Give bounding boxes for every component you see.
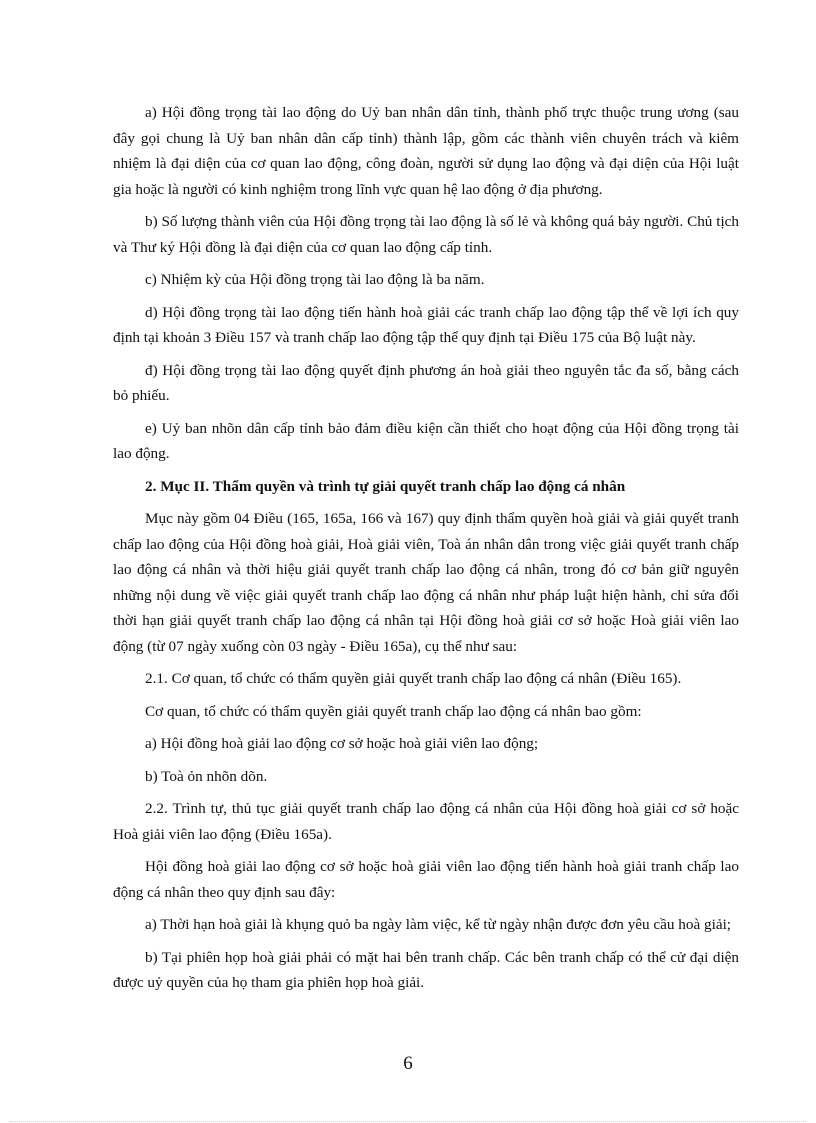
section-heading: 2. Mục II. Thẩm quyền và trình tự giải quyết tranh chấp lao động cá nhân xyxy=(145,477,626,495)
paragraph-section-intro: Mục này gồm 04 Điều (165, 165a, 166 và 167) quy định thẩm quyền hoà giải và giải quyết tranh chấp lao động của Hội đồng hoà giải, Hoà giải viên, Toà án nhân dân trong việc giải quyết tranh chấp lao động cá nhân và thời hiệu giải quyết tranh chấp lao động cá nhân, trong đó cơ bản giữ nguyên những nội dung về việc giải quyết tranh chấp lao động cá nhân như pháp luật hiện hành, chỉ sửa đổi thời hạn giải quyết tranh chấp lao động cá nhân tại Hội đồng hoà giải cơ sở hoặc Hoà giải viên lao động (từ 07 ngày xuống còn 03 ngày - Điều 165a), cụ thể như sau: xyxy=(113,510,739,655)
paragraph-authority-a: a) Hội đồng hoà giải lao động cơ sở hoặc hoà giải viên lao động; xyxy=(145,735,539,752)
paragraph-c-term: c) Nhiệm kỳ của Hội đồng trọng tài lao động là ba năm. xyxy=(145,271,485,288)
paragraph-d-mediation: d) Hội đồng trọng tài lao động tiến hành hoà giải các tranh chấp lao động tập thể về lợi ích quy định tại khoản 3 Điều 157 và tranh chấp lao động tập thể quy định tại Điều 175 của Bộ luật này. xyxy=(113,303,739,346)
paragraph-2-1: 2.1. Cơ quan, tổ chức có thẩm quyền giải quyết tranh chấp lao động cá nhân (Điều 165). xyxy=(145,670,682,687)
page-bottom-divider xyxy=(10,1121,806,1122)
paragraph-procedure-intro: Hội đồng hoà giải lao động cơ sở hoặc hoà giải viên lao động tiến hành hoà giải tranh chấp lao động cá nhân theo quy định sau đây: xyxy=(113,858,739,901)
paragraph-dd-voting: đ) Hội đồng trọng tài lao động quyết định phương án hoà giải theo nguyên tắc đa số, bằng cách bỏ phiếu. xyxy=(113,361,739,404)
paragraph-procedure-b: b) Tại phiên họp hoà giải phải có mặt hai bên tranh chấp. Các bên tranh chấp có thể cử đại diện được uỷ quyền của họ tham gia phiên họp hoà giải. xyxy=(113,948,739,991)
paragraph-authority-b: b) Toà ỏn nhõn dõn. xyxy=(145,767,268,785)
paragraph-e-conditions: e) Uỷ ban nhõn dân cấp tỉnh bảo đảm điều kiện cần thiết cho hoạt động của Hội đồng trọng tài lao động. xyxy=(113,419,739,462)
page-number: 6 xyxy=(403,1053,413,1074)
paragraph-procedure-a: a) Thời hạn hoà giải là khụng quỏ ba ngày làm việc, kể từ ngày nhận được đơn yêu cầu hoà giải; xyxy=(145,916,732,933)
paragraph-authorities: Cơ quan, tổ chức có thẩm quyền giải quyết tranh chấp lao động cá nhân bao gồm: xyxy=(145,702,642,720)
paragraph-b-members: b) Số lượng thành viên của Hội đồng trọng tài lao động là số lẻ và không quá bảy người. Chủ tịch và Thư ký Hội đồng là đại diện của cơ quan lao động cấp tỉnh. xyxy=(113,213,739,256)
page-body xyxy=(113,100,739,1003)
paragraph-a-composition: a) Hội đồng trọng tài lao động do Uỷ ban nhân dân tỉnh, thành phố trực thuộc trung ương (sau đây gọi chung là Uỷ ban nhân dân cấp tỉnh) thành lập, gồm các thành viên chuyên trách và kiêm nhiệm là đại diện của cơ quan lao động, công đoàn, người sử dụng lao động và đại diện của Hội luật gia hoặc là người có kinh nghiệm trong lĩnh vực quan hệ lao động ở địa phương. xyxy=(113,104,739,198)
paragraph-2-2: 2.2. Trình tự, thủ tục giải quyết tranh chấp lao động cá nhân của Hội đồng hoà giải cơ sở hoặc Hoà giải viên lao động (Điều 165a). xyxy=(113,800,739,843)
